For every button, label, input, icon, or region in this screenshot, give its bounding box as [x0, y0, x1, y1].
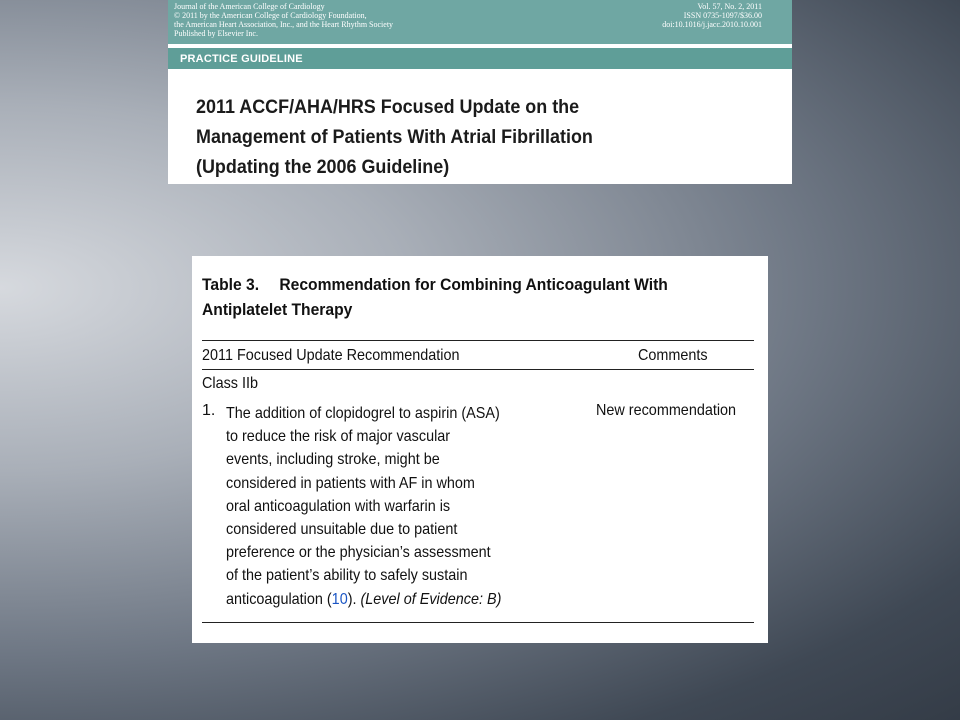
volume-line: Vol. 57, No. 2, 2011 [697, 2, 762, 11]
table-number: Table 3. [202, 275, 260, 294]
journal-info-bar [168, 0, 792, 44]
title-line: 2011 ACCF/AHA/HRS Focused Update on the [196, 96, 580, 118]
title-line: Management of Patients With Atrial Fibrillation [196, 126, 593, 148]
recommendation-table-image [192, 256, 768, 643]
level-of-evidence: (Level of Evidence: B) [360, 590, 502, 608]
recommendation-last-line [226, 588, 528, 611]
column-header-recommendation: 2011 Focused Update Recommendation [202, 347, 460, 364]
recommendation-text-fragment: anticoagulation ( [226, 590, 332, 608]
issn-line: ISSN 0735-1097/$36.00 [683, 11, 762, 20]
recommendation-line: of the patient’s ability to safely sustain [226, 567, 468, 585]
recommendation-line: preference or the physician’s assessment [226, 544, 491, 562]
reference-link[interactable]: 10 [331, 590, 348, 608]
doi-line: doi:10.1016/j.jacc.2010.10.001 [662, 20, 762, 29]
table-title-line: Antiplatelet Therapy [202, 300, 353, 319]
recommendation-text-fragment: ). [347, 590, 361, 608]
journal-citation [174, 2, 393, 38]
journal-volume-info [662, 2, 762, 29]
comment-cell: New recommendation [596, 402, 737, 419]
recommendation-number: 1. [202, 402, 216, 419]
table-title-line: Recommendation for Combining Anticoagulant With [279, 275, 668, 294]
section-bar [168, 48, 792, 69]
recommendation-line: events, including stroke, might be [226, 451, 440, 469]
class-label: Class IIb [202, 375, 259, 392]
guideline-title [196, 92, 711, 182]
journal-line: the American Heart Association, Inc., and the Heart Rhythm Society [174, 20, 394, 29]
table-bottom-rule [202, 622, 754, 623]
table-top-rule [202, 340, 754, 341]
journal-line: © 2011 by the American College of Cardiology Foundation, [174, 11, 367, 20]
title-line: (Updating the 2006 Guideline) [196, 156, 450, 178]
journal-line: Journal of the American College of Cardiology [174, 2, 325, 11]
header-rule [202, 369, 754, 370]
guideline-header-image [168, 0, 792, 184]
journal-line: Published by Elsevier Inc. [174, 29, 258, 38]
recommendation-line: oral anticoagulation with warfarin is [226, 497, 451, 515]
recommendation-line: considered unsuitable due to patient [226, 521, 458, 539]
recommendation-line: considered in patients with AF in whom [226, 474, 475, 492]
recommendation-text [226, 402, 528, 611]
section-label: PRACTICE GUIDELINE [180, 53, 303, 65]
recommendation-line: to reduce the risk of major vascular [226, 428, 451, 446]
recommendation-line: The addition of clopidogrel to aspirin (ASA) [226, 405, 500, 422]
column-header-comments: Comments [638, 347, 708, 364]
table-title [202, 272, 717, 322]
